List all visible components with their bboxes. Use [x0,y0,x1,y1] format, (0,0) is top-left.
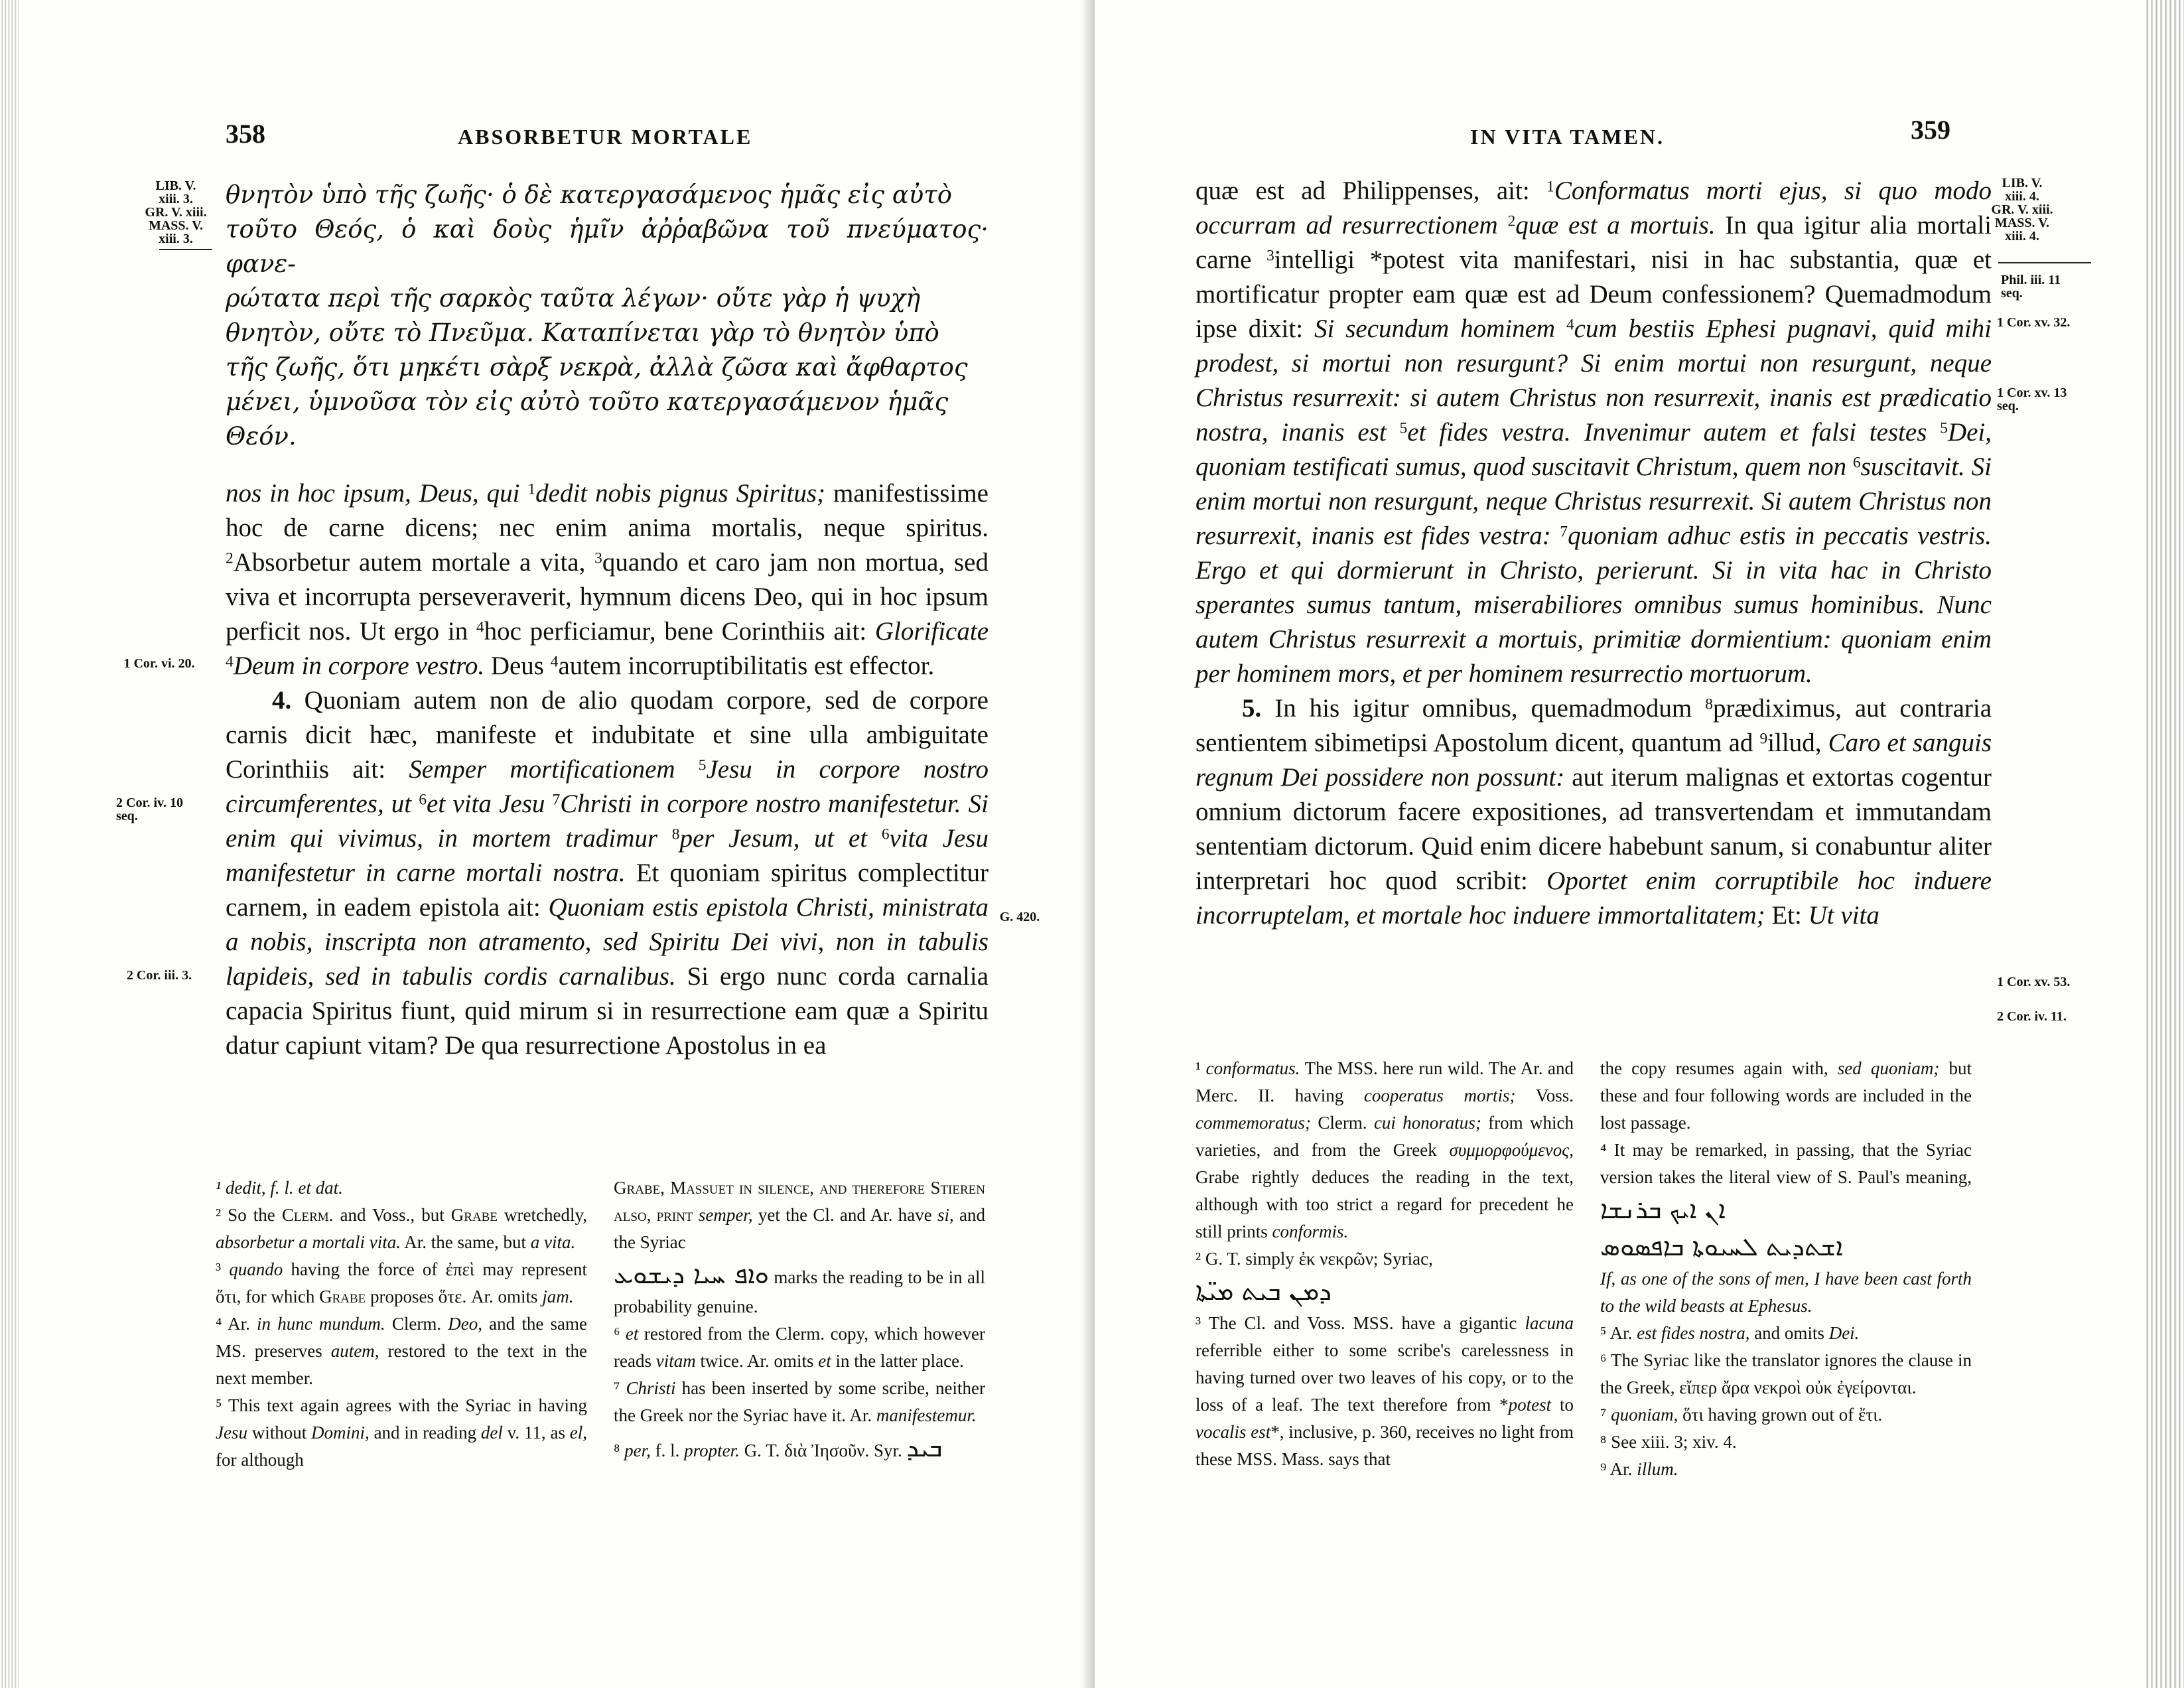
margin-rule [159,249,212,250]
footnote: ⁸ See xiii. 3; xiv. 4. [1600,1432,1737,1452]
margin-ref-g: G. 420. [999,910,1040,924]
paragraph: 4. Quoniam autem non de alio quodam corpore, sed de corpore carnis dicit hæc, manifeste et indubitate et sine ulla ambiguitate Corinthiis ait: Semper mortificationem $^5$Jesu in corpore nostro circumferentes, ut $^6$et vita Jesu $^7$Christi in corpore nostro manifestetur. Si enim qui vivimus, in mortem tradimur $^8$per Jesum, ut et $^6$vita Jesu manifestetur in carne mortali nostra. Et quoniam spiritus complectitur carnem, in eadem epistola ait: Quoniam estis epistola Christi, ministrata a nobis, inscripta non atramento, sed Spiritu Dei vivi, non in tabulis lapideis, sed in tabulis cordis carnalibus. Si ergo nunc corda carnalia capacia Spiritus fiunt, quid mirum si in resurrectione eam quæ a Spiritu datur capiunt vitam? De qua resurrectione Apostolus in ea [226,686,989,1060]
footnote: ⁷ quoniam, ὅτι having grown out of ἔτι. [1600,1405,1883,1425]
footnotes-column-1 [216,1174,587,1474]
syriac-script: ܐܫܬܕܝܬ ܠܚܝܘܬܐ ܒܐܦܣܘܣ [1600,1232,1843,1261]
page-number: 358 [226,119,265,149]
footnote: ³ quando having the force of ἐπεὶ may represent ὅτι, for which Grabe proposes ὅτε. Ar. omits jam. [216,1259,587,1306]
footnote: ² G. T. simply ἐκ νεκρῶν; Syriac, ܕܡܢ ܒܝܬ ܡܝ̈ܬܐ [1195,1249,1433,1306]
footnote: ³ The Cl. and Voss. MSS. have a gigantic lacuna referrible either to some scribe's carelessness in having turned over two leaves of his copy, or to the loss of a leaf. The text therefore from *potest to vocalis est*, inclusive, p. 360, receives no light from these MSS. Mass. says that [1195,1313,1574,1469]
footnote: ⁶ et restored from the Clerm. copy, which however reads vitam twice. Ar. omits et in the latter place. [614,1324,985,1371]
footnote: ⁵ Ar. est fides nostra, and omits Dei. [1600,1323,1860,1343]
margin-ref-phil: Phil. iii. 11 seq. [2001,273,2061,301]
footnotes-column-2 [1600,1055,1972,1483]
running-head: ABSORBETUR MORTALE [458,125,753,149]
margin-ref-1cor-32: 1 Cor. xv. 32. [1997,315,2071,330]
syriac-script: ܕܡܢ ܒܝܬ ܡܝ̈ܬܐ [1195,1277,1332,1306]
footnotes-column-1 [1195,1055,1574,1473]
latin-text [1195,174,1992,933]
footnote: ² So the Clerm. and Voss., but Grabe wretchedly, absorbetur a mortali vita. Ar. the same, but a vita. [216,1205,587,1252]
footnote: ⁸ per, f. l. propter. G. T. διὰ Ἰησοῦν. Syr. ܒܝܕ [614,1433,943,1462]
footnote: ⁵ This text again agrees with the Syriac in having Jesu without Domini, and in reading del v. 11, as el, for although [216,1395,587,1470]
margin-ref-book: LIB. V. xiii. 4. GR. V. xiii. MASS. V. xiii. 4. [1991,176,2053,244]
greek-passage: θνητὸν ὑπὸ τῆς ζωῆς· ὁ δὲ κατεργασάμενος ἡμᾶς εἰς αὐτὸ τοῦτο Θεός, ὁ καὶ δοὺς ἡμῖν ἀῤῥαβῶνα τοῦ πνεύματος· φανε- ρώτατα περὶ τῆς σαρκὸς ταῦτα λέγων· οὔτε γὰρ ἡ ψυχὴ θνητὸν, οὔτε τὸ Πνεῦμα. Καταπίνεται γὰρ τὸ θνητὸν ὑπὸ τῆς ζωῆς, ὅτι μηκέτι σὰρξ νεκρὰ, ἀλλὰ ζῶσα καὶ ἄφθαρτος μένει, ὑμνοῦσα τὸν εἰς αὐτὸ τοῦτο κατεργασάμενον ἡμᾶς Θεόν. [226,180,989,451]
right-page-edge [2144,0,2184,1688]
latin-text [226,476,989,1063]
page-number: 359 [1911,115,1950,145]
margin-ref-2cor-iv: 2 Cor. iv. 11. [1997,1009,2067,1024]
footnote: ¹ conformatus. The MSS. here run wild. The Ar. and Merc. II. having cooperatus mortis; Voss. commemoratus; Clerm. cui honoratus; from which varieties, and from the Greek συμμορφούμενος, Grabe rightly deduces the reading in the text, although with too strict a regard for precedent he still prints conformis. [1195,1058,1574,1241]
right-page [1095,0,2184,1688]
margin-rule [1998,262,2091,263]
margin-ref-1cor: 1 Cor. vi. 20. [123,656,195,671]
footnote: ⁶ The Syriac like the translator ignores the clause in the Greek, εἴπερ ἄρα νεκροὶ οὐκ ἐγείρονται. [1600,1350,1972,1397]
syriac-script: ܐܢ ܐܝܟ ܒܪܢܫܐ [1600,1195,1726,1224]
margin-ref-2cor-iii: 2 Cor. iii. 3. [126,968,192,983]
footnote: ⁹ Ar. illum. [1600,1459,1678,1479]
margin-ref-2cor: 2 Cor. iv. 10 seq. [116,796,183,823]
footnote: ¹ dedit, f. l. et dat. [216,1178,343,1198]
paragraph: quæ est ad Philippenses, ait: $^1$Conformatus morti ejus, si quo modo occurram ad resurrectionem $^2$quæ est a mortuis. In qua igitur alia mortali carne $^3$intelligi *potest vita manifestari, nisi in hac substantia, quæ et mortificatur propter eam quæ est ad Deum confessionem? Quemadmodum ipse dixit: Si secundum hominem $^4$cum bestiis Ephesi pugnavi, quid mihi prodest, si mortui non resurgunt? Si enim mortui non resurgunt, neque Christus resurrexit: si autem Christus non resurrexit, inanis est prædicatio nostra, inanis est $^5$et fides vestra. Invenimur autem et falsi testes $^5$Dei, quoniam testificati sumus, quod suscitavit Christum, quem non $^6$suscitavit. Si enim mortui non resurgunt, neque Christus resurrexit. Si autem Christus non resurrexit, inanis est fides vestra: $^7$quoniam adhuc estis in peccatis vestris. Ergo et qui dormierunt in Christo, perierunt. Si in vita hac in Christo sperantes sumus tantum, miserabiliores omnibus sumus hominibus. Nunc autem Christus resurrexit a mortuis, primitiæ dormientium: quoniam enim per hominem mors, et per hominem resurrectio mortuorum. [1195,176,1992,688]
syriac-script: ܘܐܦ ܚܝܐ ܕܝܫܘܥ [614,1260,769,1289]
footnote: ⁷ Christi has been inserted by some scribe, neither the Greek nor the Syriac have it. Ar. manifestemur. [614,1378,985,1425]
footnotes-column-2 [614,1174,985,1466]
paragraph: 5. In his igitur omnibus, quemadmodum $^8$prædiximus, aut contraria sentientem sibimetipsi Apostolum dicent, quantum ad $^9$illud, Caro et sanguis regnum Dei possidere non possunt: aut iterum malignas et extortas cogentur omnium dictorum facere expositiones, ad transvertendam et immutandam sententiam dictorum. Quid enim dicere habebunt sanum, si conabuntur aliter interpretari hoc quod scribit: Oportet enim corruptibile hoc induere incorruptelam, et mortale hoc induere immortalitatem; Et: Ut vita [1195,694,1992,930]
margin-ref-book: LIB. V. xiii. 3. GR. V. xiii. MASS. V. xiii. 3. [145,178,207,246]
paragraph: nos in hoc ipsum, Deus, qui $^1$dedit nobis pignus Spiritus; manifestissime hoc de carne dicens; nec enim anima mortalis, neque spiritus. $^2$Absorbetur autem mortale a vita, $^3$quando et caro jam non mortua, sed viva et incorrupta perseveraverit, hymnum dicens Deo, qui in hoc ipsum perficit nos. Ut ergo in $^4$hoc perficiamur, bene Corinthiis ait: Glorificate $^4$Deum in corpore vestro. Deus $^4$autem incorruptibilitatis est effector. [226,479,989,680]
left-page-edge [0,0,19,1688]
footnote: the copy resumes again with, sed quoniam; but these and four following words are included in the lost passage. [1600,1058,1972,1133]
margin-ref-1cor-53: 1 Cor. xv. 53. [1997,975,2071,989]
margin-ref-1cor-13: 1 Cor. xv. 13 seq. [1997,386,2067,413]
footnote: ⁴ Ar. in hunc mundum. Clerm. Deo, and the same MS. preserves autem, restored to the text in the next member. [216,1314,587,1388]
running-head: IN VITA TAMEN. [1470,125,1665,149]
footnote: ⁴ It may be remarked, in passing, that the Syriac version takes the literal view of S. Paul's meaning, ܐܢ ܐܝܟ ܒܪܢܫܐ ܐܫܬܕܝܬ ܠܚܝܘܬܐ ܒܐܦܣܘܣ If, as one of the sons of men, I have been cast forth to the wild beasts at Ephesus. [1600,1140,1972,1316]
syriac-script: ܒܝܕ [906,1433,943,1462]
footnote: Grabe, Massuet in silence, and therefore Stieren also, print semper, yet the Cl. and Ar. have si, and the Syriac ܘܐܦ ܚܝܐ ܕܝܫܘܥ marks the reading to be in all probability genuine. [614,1178,986,1316]
